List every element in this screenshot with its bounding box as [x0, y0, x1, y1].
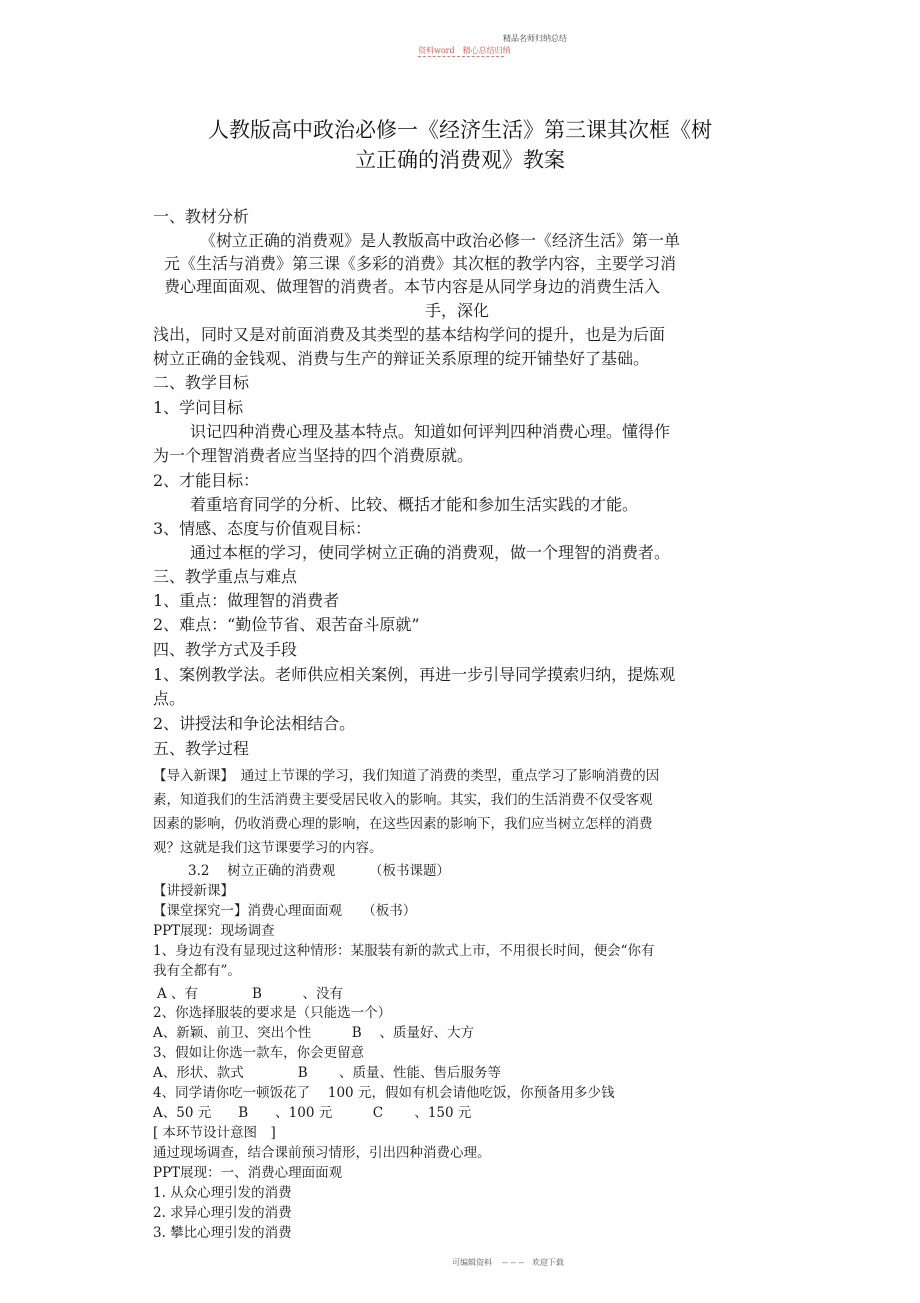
paragraph-line: 因素的影响，仍收消费心理的影响，在这些因素的影响下，我们应当树立怎样的消费: [153, 816, 653, 832]
paragraph-line: 着重培育同学的分析、比较、概括才能和参加生活实践的才能。: [190, 495, 639, 514]
paragraph-line: 1、案例教学法。老师供应相关案例，再进一步引导同学摸索归纳，提炼观: [153, 665, 676, 684]
paragraph-line: 为一个理智消费者应当坚持的四个消费原就。: [153, 446, 474, 465]
paragraph-line: 手，深化: [425, 301, 490, 320]
paragraph-line: A 、有 B 、没有: [157, 986, 343, 1002]
paragraph-line: 元《生活与消费》第三课《多彩的消费》其次框的教学内容，主要学习消: [164, 254, 677, 273]
paragraph-line: 识记四种消费心理及基本特点。知道如何评判四种消费心理。懂得作: [190, 422, 671, 441]
header-brand: 精品名师归纳总结: [503, 34, 567, 43]
paragraph-line: 《树立正确的消费观》是人教版高中政治必修一《经济生活》第一单: [200, 231, 681, 250]
paragraph-line: 树立正确的金钱观、消费与生产的辩证关系原理的绽开铺垫好了基础。: [153, 349, 650, 368]
paragraph-line: PPT展现：现场调查: [153, 923, 275, 939]
paragraph-line: 1、身边有没有显现过这种情形：某服装有新的款式上市，不用很长时间，便会“你有: [153, 943, 655, 959]
paragraph-line: 通过现场调查，结合课前预习情形，引出四种消费心理。: [153, 1145, 491, 1161]
page-title-line-1: 人教版高中政治必修一《经济生活》第三课其次框《树: [208, 118, 712, 142]
paragraph-line: 通过本框的学习，使同学树立正确的消费观，做一个理智的消费者。: [190, 543, 671, 562]
paragraph-line: PPT展现：一、消费心理面面观: [153, 1165, 343, 1181]
section-heading: 五、教学过程: [153, 739, 250, 758]
page-footer: 可编辑资料 -- -- -- 欢迎下载: [452, 1258, 564, 1267]
header-divider: [418, 56, 504, 57]
section-heading: 四、教学方式及手段: [153, 640, 298, 659]
paragraph-line: 我有全都有”。: [153, 963, 241, 979]
section-heading: 一、教材分析: [153, 207, 250, 226]
list-item: 3. 攀比心理引发的消费: [153, 1225, 292, 1241]
subsection-heading: 2、才能目标：: [153, 471, 260, 490]
paragraph-line: 2、讲授法和争论法相结合。: [153, 714, 356, 733]
section-heading: 二、教学目标: [153, 373, 250, 392]
paragraph-line: 点。: [153, 689, 186, 708]
paragraph-line: 3、假如让你选一款车，你会更留意: [153, 1045, 365, 1061]
paragraph-line: 【讲授新课】: [153, 883, 234, 899]
paragraph-line: 浅出，同时又是对前面消费及其类型的基本结构学问的提升，也是为后面: [153, 325, 666, 344]
page-title-line-2: 立正确的消费观》教案: [355, 148, 565, 172]
paragraph-line: [ 本环节设计意图 ]: [153, 1125, 276, 1141]
paragraph-line: A、新颖、前卫、突出个性 B 、质量好、大方: [153, 1025, 474, 1041]
paragraph-line: A、形状、款式 B 、质量、性能、售后服务等: [153, 1065, 501, 1081]
paragraph-line: 【课堂探究一】消费心理面面观 （板书）: [153, 903, 417, 919]
paragraph-line: 2、难点：“勤俭节省、艰苦奋斗原就”: [153, 615, 420, 634]
paragraph-line: A、50 元 B 、100 元 C 、150 元: [153, 1105, 472, 1121]
list-item: 2. 求异心理引发的消费: [153, 1205, 292, 1221]
paragraph-line: 2、你选择服装的要求是（只能选一个）: [153, 1005, 392, 1021]
paragraph-line: 【导入新课】 通过上节课的学习，我们知道了消费的类型，重点学习了影响消费的因: [153, 768, 660, 784]
subsection-heading: 3、情感、态度与价值观目标：: [153, 519, 372, 538]
paragraph-line: 4、同学请你吃一顿饭花了 100 元，假如有机会请他吃饭，你预备用多少钱: [153, 1085, 615, 1101]
paragraph-line: 费心理面面观、做理智的消费者。本节内容是从同学身边的消费生活入: [164, 277, 661, 296]
subsection-heading: 1、学问目标: [153, 398, 244, 417]
paragraph-line: 1、重点：做理智的消费者: [153, 591, 340, 610]
paragraph-line: 素，知道我们的生活消费主要受居民收入的影响。其实，我们的生活消费不仅受客观: [153, 792, 653, 808]
board-title: 3.2 树立正确的消费观 （板书课题）: [188, 863, 451, 879]
paragraph-line: 观？这就是我们这节课要学习的内容。: [153, 840, 383, 856]
list-item: 1. 从众心理引发的消费: [153, 1185, 292, 1201]
section-heading: 三、教学重点与难点: [153, 567, 298, 586]
header-subtitle: 资料word 精心总结归纳: [418, 46, 511, 55]
